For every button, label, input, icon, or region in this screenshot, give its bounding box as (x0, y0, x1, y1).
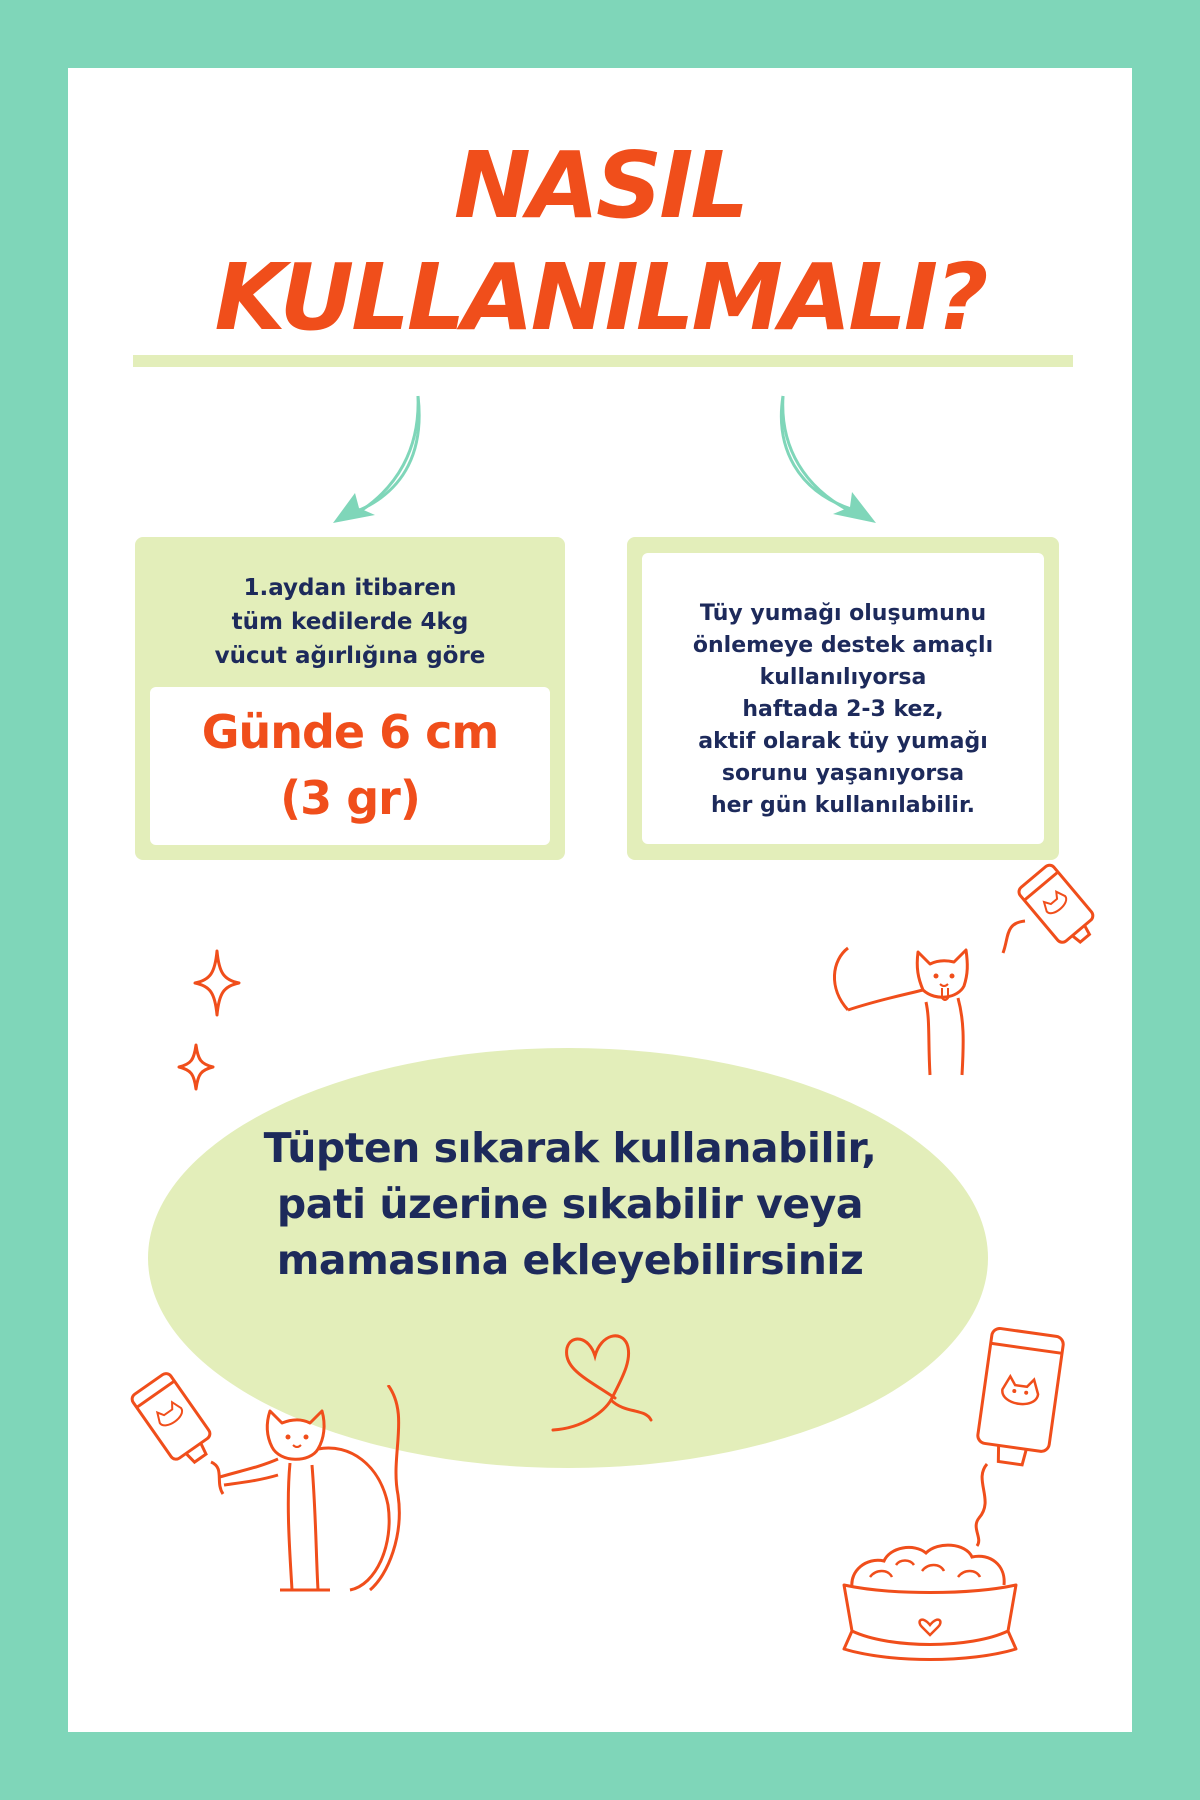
dosage-amount-line-2: (3 gr) (280, 771, 420, 825)
frequency-line: kullanılıyorsa (759, 665, 927, 690)
dosage-description (135, 571, 565, 673)
arrow-down-right-icon (770, 390, 890, 530)
frequency-line: her gün kullanılabilir. (710, 793, 976, 818)
frequency-panel (642, 553, 1044, 844)
dosage-line-3: vücut ağırlığına göre (214, 643, 486, 669)
sparkle-icon (192, 948, 242, 1018)
paste-squeeze-icon (995, 915, 1035, 965)
dosage-line-2: tüm kedilerde 4kg (231, 609, 469, 635)
frequency-box (627, 537, 1059, 860)
frequency-text (642, 598, 1044, 822)
usage-line-1: Tüpten sıkarak kullanabilir, (263, 1124, 877, 1172)
title-line-2: KULLANILMALI? (214, 244, 986, 351)
frequency-line: aktif olarak tüy yumağı (698, 729, 988, 754)
usage-line-2: pati üzerine sıkabilir veya (276, 1180, 864, 1228)
usage-line-3: mamasına ekleyebilirsiniz (276, 1236, 864, 1284)
title-line-1: NASIL (453, 132, 747, 239)
arrow-down-left-icon (325, 390, 445, 530)
sparkle-icon (176, 1042, 216, 1092)
dosage-line-1: 1.aydan itibaren (243, 575, 457, 601)
heart-icon (545, 1328, 665, 1438)
frequency-line: haftada 2-3 kez, (742, 697, 944, 722)
cat-sitting-icon (220, 1385, 460, 1595)
dosage-box (135, 537, 565, 860)
dosage-amount (150, 699, 550, 831)
frequency-line: sorunu yaşanıyorsa (721, 761, 965, 786)
frequency-line: Tüy yumağı oluşumunu (699, 601, 987, 626)
frequency-line: önlemeye destek amaçlı (692, 633, 994, 658)
dosage-highlight-panel (150, 687, 550, 845)
food-bowl-icon (830, 1525, 1030, 1665)
page-title (0, 130, 1200, 354)
dosage-amount-line-1: Günde 6 cm (201, 705, 499, 759)
usage-instructions (150, 1120, 990, 1288)
title-underline (133, 355, 1073, 367)
cat-licking-icon (818, 940, 1018, 1080)
